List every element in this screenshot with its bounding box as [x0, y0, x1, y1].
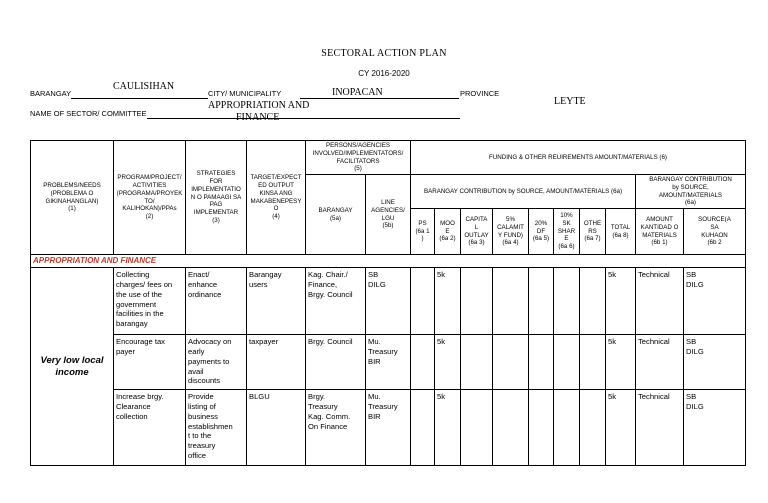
col-source: SOURCE(A SA KUHAON (6b 2 — [684, 209, 746, 255]
strategy-cell: Provide listing of business establishmen t to the treasury office — [186, 390, 247, 466]
others-cell — [580, 335, 606, 390]
sector-value-line1: APPROPRIATION AND — [208, 100, 310, 111]
table-row — [31, 335, 746, 390]
table-row — [31, 268, 746, 335]
mooe-cell: 5k — [435, 390, 461, 466]
ps-cell — [411, 268, 435, 335]
header-row-1 — [31, 141, 746, 175]
target-cell: taxpayer — [247, 335, 306, 390]
calamity-cell — [493, 335, 529, 390]
barangay-cell: Brgy. Council — [306, 335, 366, 390]
col-ps: PS (6a 1 ) — [411, 209, 435, 255]
col-funding: FUNDING & OTHER REUIREMENTS AMOUNT/MATERIALS (6) — [411, 141, 746, 175]
sk-cell — [554, 335, 580, 390]
barangay-cell: Kag. Chair./ Finance, Brgy. Council — [306, 268, 366, 335]
province-value: LEYTE — [554, 96, 586, 107]
source-cell: SB DILG — [684, 390, 746, 466]
capital-cell — [461, 268, 493, 335]
others-cell — [580, 268, 606, 335]
barangay-underline — [71, 98, 208, 99]
program-cell: Collecting charges/ fees on the use of the government facilities in the barangay — [114, 268, 186, 335]
others-cell — [580, 390, 606, 466]
barangay-cell: Brgy. Treasury Kag. Comm. On Finance — [306, 390, 366, 466]
action-plan-table — [30, 140, 746, 466]
col-df: 20% DF (6a 5) — [529, 209, 554, 255]
page-title: SECTORAL ACTION PLAN — [321, 48, 447, 59]
col-problems: PROBLEMS/NEEDS (PROBLEMA O GIKINAHANGLAN) (1) — [31, 141, 114, 255]
col-others: OTHE RS (6a 7) — [580, 209, 606, 255]
target-cell: Barangay users — [247, 268, 306, 335]
sector-label: NAME OF SECTOR/ COMMITTEE — [30, 109, 147, 118]
sk-cell — [554, 268, 580, 335]
calamity-cell — [493, 268, 529, 335]
plan-period: CY 2016-2020 — [358, 69, 410, 78]
df-cell — [529, 390, 554, 466]
capital-cell — [461, 335, 493, 390]
col-mooe: MOO E (6a 2) — [435, 209, 461, 255]
city-municipality-label: CITY/ MUNICIPALITY — [208, 89, 282, 98]
df-cell — [529, 335, 554, 390]
col-brgy-source: BARANGAY CONTRIBUTION by SOURCE, AMOUNT/MATERIALS (6a) — [411, 175, 636, 209]
col-calamity-fund: 5% CALAMIT Y FUND) (6a 4) — [493, 209, 529, 255]
col-persons: PERSONS/AGENCIES INVOLVED/IMPLEMENTATORS/ FACILITATORS (5) — [306, 141, 411, 175]
amount-cell: Technical — [636, 335, 684, 390]
problem-cell: Very low local income — [31, 268, 114, 466]
province-label: PROVINCE — [460, 89, 500, 98]
mooe-cell: 5k — [435, 335, 461, 390]
col-programs: PROGRAM/PROJECT/ ACTIVITIES (PROGRAMA/PROYEK TO/ KALIHOKAN)/PPAs (2) — [114, 141, 186, 255]
program-cell: Increase brgy. Clearance collection — [114, 390, 186, 466]
municipality-underline — [300, 98, 459, 99]
source-cell: SB DILG — [684, 335, 746, 390]
calamity-cell — [493, 390, 529, 466]
municipality-value: INOPACAN — [332, 87, 383, 98]
col-target: TARGET/EXPECT ED OUTPUT KINSA ANG MAKABENEPESY O (4) — [247, 141, 306, 255]
table-row — [31, 390, 746, 466]
col-barangay-5a: BARANGAY (5a) — [306, 175, 366, 255]
agencies-cell: Mu. Treasury BIR — [366, 335, 411, 390]
col-capital-outlay: CAPITA L OUTLAY (6a 3) — [461, 209, 493, 255]
amount-cell: Technical — [636, 390, 684, 466]
agencies-cell: Mu. Treasury BIR — [366, 390, 411, 466]
target-cell: BLGU — [247, 390, 306, 466]
barangay-label: BARANGAY — [30, 89, 72, 98]
total-cell: 5k — [606, 390, 636, 466]
amount-cell: Technical — [636, 268, 684, 335]
total-cell: 5k — [606, 268, 636, 335]
strategy-cell: Advocacy on early payments to avail discounts — [186, 335, 247, 390]
df-cell — [529, 268, 554, 335]
col-brgy-contribution: BARANGAY CONTRIBUTION by SOURCE, AMOUNT/MATERIALS (6a) — [636, 175, 746, 209]
barangay-value: CAULISIHAN — [113, 81, 175, 92]
sector-value-line2: FINANCE — [236, 112, 280, 123]
ps-cell — [411, 335, 435, 390]
strategy-cell: Enact/ enhance ordinance — [186, 268, 247, 335]
mooe-cell: 5k — [435, 268, 461, 335]
program-cell: Encourage tax payer — [114, 335, 186, 390]
section-label: APPROPRIATION AND FINANCE — [31, 255, 746, 268]
total-cell: 5k — [606, 335, 636, 390]
col-line-agencies-5b: LINE AGENCIES/ LGU (5b) — [366, 175, 411, 255]
col-strategies: STRATEGIES FOR IMPLEMENTATIO N O PAMAAGI SA PAG IMPLEMENTAR (3) — [186, 141, 247, 255]
agencies-cell: SB DILG — [366, 268, 411, 335]
sk-cell — [554, 390, 580, 466]
source-cell: SB DILG — [684, 268, 746, 335]
capital-cell — [461, 390, 493, 466]
col-sk-share: 10% SK SHAR E (6a 6) — [554, 209, 580, 255]
col-amount: AMOUNT KANTIDAD O MATERIALS (6b 1) — [636, 209, 684, 255]
ps-cell — [411, 390, 435, 466]
col-total: TOTAL (6a 8) — [606, 209, 636, 255]
section-row — [31, 255, 746, 268]
sector-underline — [147, 118, 460, 119]
